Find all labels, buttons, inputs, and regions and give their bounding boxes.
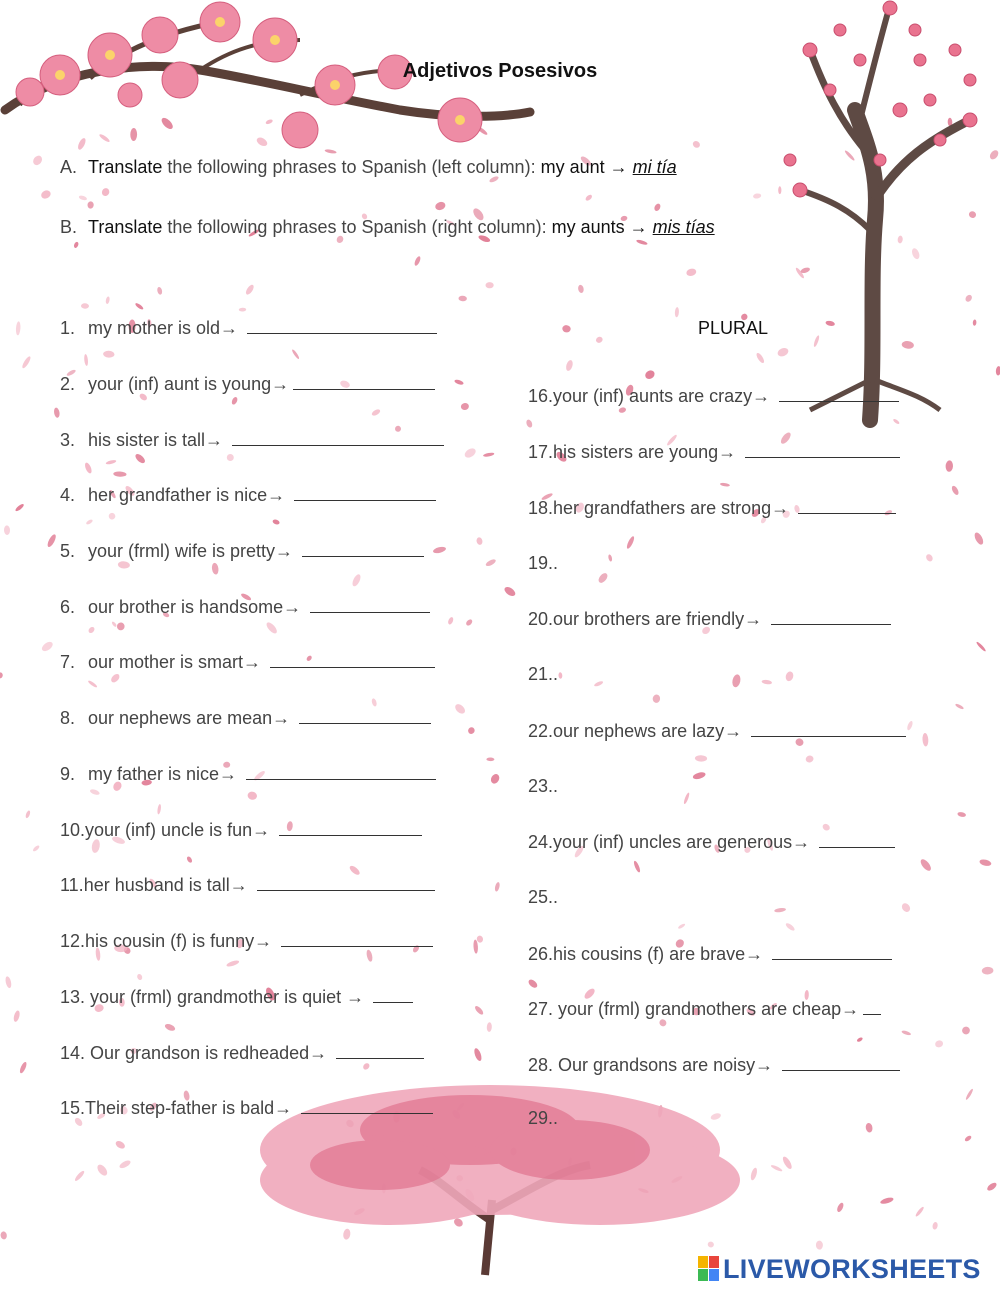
item-number: 9. [60,764,76,784]
petal-decoration [562,325,571,333]
answer-blank[interactable] [302,540,424,557]
exercise-item-1 [60,317,437,339]
petal-decoration [785,922,796,932]
item-text: . [553,1108,559,1128]
item-number: 5. [60,541,76,561]
petal-decoration [485,558,497,567]
petal-decoration [692,771,706,780]
petal-decoration [0,1231,7,1240]
exercise-item-7 [60,651,435,673]
petal-decoration [836,1202,845,1213]
petal-decoration [74,1170,86,1182]
petal-decoration [585,194,593,202]
petal-decoration [489,773,501,786]
instruction-verb: Translate [88,217,163,237]
exercise-item-24 [528,831,895,853]
exercise-item-20 [528,608,891,630]
petal-decoration [458,296,467,302]
petal-decoration [164,1023,176,1033]
petal-decoration [906,720,914,731]
page-title: Adjetivos Posesivos [402,60,598,82]
item-number: 24. [528,832,554,852]
exercise-item-27 [528,998,881,1020]
petal-decoration [781,1155,793,1170]
petal-decoration [487,1022,492,1032]
item-text: her grandfather is nice→ [88,485,291,505]
petal-decoration [46,533,57,548]
petal-decoration [979,858,992,867]
item-number: 18. [528,498,554,518]
item-text: your (inf) uncle is fun→ [85,820,276,840]
item-number: 1. [60,318,76,338]
petal-decoration [40,189,52,200]
item-number: 13. [60,987,86,1007]
petal-decoration [186,856,193,864]
answer-blank[interactable] [232,429,444,446]
petal-decoration [644,369,657,381]
item-text: her grandfathers are strong→ [553,498,795,518]
petal-decoration [932,1222,939,1231]
petal-decoration [683,792,690,805]
petal-decoration [925,553,934,563]
item-text: . [553,887,559,907]
item-number: 8. [60,708,76,728]
petal-decoration [110,672,122,684]
item-number: 3. [60,430,76,450]
petal-decoration [460,402,469,411]
item-number: 20. [528,609,554,629]
exercise-item-13 [60,986,413,1008]
answer-blank[interactable] [751,720,906,737]
petal-decoration [686,268,698,278]
petal-decoration [900,902,912,914]
petal-decoration [87,626,95,634]
answer-blank[interactable] [782,1054,900,1071]
petal-decoration [695,755,707,762]
petal-decoration [351,573,362,587]
item-number: 25. [528,887,554,907]
answer-blank[interactable] [257,874,435,891]
petal-decoration [901,1030,911,1036]
petal-decoration [291,349,300,360]
petal-decoration [134,302,144,310]
petal-decoration [919,857,933,872]
item-number: 10. [60,820,86,840]
exercise-item-9 [60,763,436,785]
petal-decoration [103,351,115,358]
item-text: our brothers are friendly→ [553,609,768,629]
petal-decoration [227,454,234,461]
answer-blank[interactable] [294,484,436,501]
petal-decoration [816,1240,823,1249]
answer-blank[interactable] [270,651,435,668]
item-number: 16. [528,386,554,406]
petal-decoration [527,978,539,989]
petal-decoration [13,1010,21,1023]
petal-decoration [432,546,446,555]
item-text: your (inf) uncles are generous→ [553,832,816,852]
answer-blank[interactable] [336,1042,424,1059]
petal-decoration [731,674,741,688]
petal-decoration [597,572,609,585]
answer-blank[interactable] [863,998,881,1015]
petal-decoration [87,201,94,209]
item-text: your (frml) wife is pretty→ [88,541,299,561]
petal-decoration [453,702,466,715]
petal-decoration [473,939,478,953]
petal-decoration [494,882,500,892]
exercise-item-6 [60,596,430,618]
item-text: Our grandson is redheaded→ [85,1043,333,1063]
item-text: . [553,776,559,796]
petal-decoration [40,640,54,653]
petal-decoration [265,621,279,635]
instruction-b [60,217,715,238]
item-number: 22. [528,721,554,741]
petal-decoration [81,303,89,309]
item-number: 15. [60,1098,86,1118]
petal-decoration [774,907,786,913]
petal-decoration [483,452,495,458]
petal-decoration [32,844,40,852]
petal-decoration [114,1139,126,1150]
item-text: . [553,553,559,573]
item-text: our brother is handsome→ [88,597,307,617]
item-text: his sister is tall→ [88,430,229,450]
exercise-item-26 [528,943,892,965]
petal-decoration [692,140,702,150]
exercise-item-19 [528,553,558,574]
instruction-answer: mis tías [652,217,715,237]
petal-decoration [675,307,680,317]
item-text: your (inf) aunts are crazy→ [553,386,776,406]
petal-decoration [653,203,661,212]
answer-blank[interactable] [247,317,437,334]
petal-decoration [116,622,125,631]
item-number: 6. [60,597,76,617]
petal-decoration [19,1061,28,1074]
petal-decoration [118,561,131,569]
petal-decoration [915,1206,925,1217]
petal-decoration [976,641,987,652]
item-text: Their step-father is bald→ [85,1098,298,1118]
petal-decoration [247,791,258,801]
item-text: my mother is old→ [88,318,244,338]
petal-decoration [652,694,661,704]
petal-decoration [755,352,765,364]
petal-decoration [108,512,117,521]
item-number: 7. [60,652,76,672]
answer-blank[interactable] [373,986,413,1003]
instruction-text: the following phrases to Spanish (left column): [162,157,541,177]
answer-blank[interactable] [798,497,896,514]
answer-blank[interactable] [771,608,891,625]
exercise-item-3 [60,429,444,451]
petal-decoration [239,308,247,312]
answer-blank[interactable] [299,707,431,724]
instruction-text: the following phrases to Spanish (right column): [162,217,552,237]
item-text: Our grandsons are noisy→ [553,1055,779,1075]
exercise-item-28 [528,1054,900,1076]
instruction-letter: B. [60,217,78,237]
item-number: 11. [60,875,84,895]
exercise-item-17 [528,441,900,463]
petal-decoration [467,726,476,735]
answer-blank[interactable] [745,441,900,458]
petal-decoration [753,193,762,199]
answer-blank[interactable] [293,373,435,390]
exercise-item-2 [60,373,435,395]
item-text: his cousins (f) are brave→ [553,944,769,964]
petal-decoration [785,671,795,683]
petal-decoration [118,1159,131,1170]
item-number: 29. [528,1108,554,1128]
petal-decoration [371,698,378,707]
petal-decoration [961,1026,971,1036]
exercise-item-10 [60,819,422,841]
exercise-item-8 [60,707,431,729]
item-text: her husband is tall→ [83,875,253,895]
liveworksheets-logo[interactable] [698,1254,981,1285]
petal-decoration [770,1164,783,1172]
plural-heading: PLURAL [698,318,769,338]
answer-blank[interactable] [301,1097,433,1114]
instruction-answer: mi tía [632,157,677,177]
item-text: his sisters are young→ [553,442,742,462]
petal-decoration [16,321,21,335]
petal-decoration [105,296,110,304]
petal-decoration [474,1005,485,1016]
exercise-item-11 [60,874,435,896]
item-number: 14. [60,1043,86,1063]
petal-decoration [856,1037,863,1043]
petal-decoration [965,1088,974,1100]
exercise-item-18 [528,497,896,519]
instruction-verb: Translate [88,157,163,177]
petal-decoration [84,354,89,366]
instruction-example: my aunts [551,217,625,237]
petal-decoration [476,935,484,943]
petal-decoration [211,562,219,575]
answer-blank[interactable] [772,943,892,960]
petal-decoration [473,1047,483,1062]
petal-decoration [945,460,953,472]
petal-decoration [720,482,730,487]
exercise-item-14 [60,1042,424,1064]
petal-decoration [633,860,642,873]
item-text: our nephews are lazy→ [553,721,748,741]
petal-decoration [0,672,3,679]
petal-decoration [371,408,381,417]
exercise-item-25 [528,887,558,908]
exercise-item-21 [528,664,558,685]
petal-decoration [434,201,446,212]
item-number: 21. [528,664,554,684]
item-text: your (frml) grandmothers are cheap→ [553,999,860,1019]
item-number: 12. [60,931,86,951]
petal-decoration [503,585,517,598]
petal-decoration [226,959,240,968]
petal-decoration [73,241,79,248]
petal-decoration [525,419,533,429]
petal-decoration [593,680,603,687]
petal-decoration [244,284,255,296]
item-text: . [553,664,559,684]
exercise-item-29 [528,1108,558,1129]
item-text: our nephews are mean→ [88,708,296,728]
item-text: my father is nice→ [88,764,243,784]
petal-decoration [486,757,494,761]
exercise-item-4 [60,484,436,506]
petal-decoration [476,537,483,546]
answer-blank[interactable] [819,831,895,848]
instruction-example: my aunt [540,157,605,177]
petal-decoration [558,672,562,679]
petal-decoration [87,680,98,689]
petal-decoration [231,396,239,405]
item-text: your (inf) aunt is young→ [88,374,290,394]
petal-decoration [111,621,117,628]
item-number: 19. [528,553,554,573]
item-number: 28. [528,1055,554,1075]
answer-blank[interactable] [279,819,422,836]
petal-decoration [761,679,772,685]
petal-decoration [951,485,960,496]
petal-decoration [413,255,421,266]
answer-blank[interactable] [779,385,899,402]
petal-decoration [134,452,147,464]
instruction-a [60,157,677,178]
petal-decoration [636,239,648,246]
petal-decoration [964,1135,972,1143]
petal-decoration [157,286,163,295]
petal-decoration [84,462,93,475]
item-text: his cousin (f) is funny→ [85,931,278,951]
petal-decoration [96,1163,110,1177]
petal-decoration [982,967,994,975]
petal-decoration [463,446,477,459]
arrow-symbol: → [604,157,633,177]
petal-decoration [973,531,985,546]
exercise-item-12 [60,930,433,952]
item-number: 26. [528,944,554,964]
petal-decoration [53,407,60,418]
petal-decoration [805,755,815,764]
petal-decoration [272,519,280,526]
petal-decoration [89,788,100,796]
petal-decoration [5,976,13,989]
petal-decoration [105,459,116,465]
petal-decoration [677,923,685,930]
petal-decoration [880,1196,894,1205]
petal-decoration [955,703,965,710]
petal-decoration [447,616,454,625]
petal-decoration [113,471,126,477]
petal-decoration [986,1181,998,1192]
petal-decoration [78,195,87,201]
exercise-item-16 [528,385,899,407]
petal-decoration [865,1122,873,1133]
item-number: 17. [528,442,554,462]
item-number: 27. [528,999,554,1019]
exercise-item-5 [60,540,424,562]
petal-decoration [577,284,584,293]
petal-decoration [957,811,966,817]
answer-blank[interactable] [310,596,430,613]
petal-decoration [618,407,627,414]
petal-decoration [14,503,24,512]
petal-decoration [565,359,574,371]
item-number: 23. [528,776,554,796]
petal-decoration [454,379,464,386]
petal-decoration [465,618,473,626]
exercise-item-23 [528,776,558,797]
item-number: 4. [60,485,76,505]
instruction-letter: A. [60,157,78,177]
petal-decoration [934,1039,944,1048]
petal-decoration [626,535,636,549]
petal-decoration [21,355,32,369]
petal-decoration [4,525,10,535]
petal-decoration [157,804,162,815]
logo-icon [698,1256,720,1282]
item-text: your (frml) grandmother is quiet → [85,987,370,1007]
petal-decoration [922,733,929,747]
petal-decoration [25,810,31,819]
petal-decoration [595,336,604,344]
answer-blank[interactable] [246,763,436,780]
item-number: 2. [60,374,76,394]
petal-decoration [608,554,613,562]
answer-blank[interactable] [281,930,433,947]
petal-decoration [101,187,111,197]
item-text: our mother is smart→ [88,652,267,672]
arrow-symbol: → [624,217,653,237]
logo-text: LIVEWORKSHEETS [723,1254,981,1284]
petal-decoration [85,519,93,526]
exercise-item-15 [60,1097,433,1119]
petal-decoration [136,973,143,981]
exercise-item-22 [528,720,906,742]
petal-decoration [485,282,493,288]
